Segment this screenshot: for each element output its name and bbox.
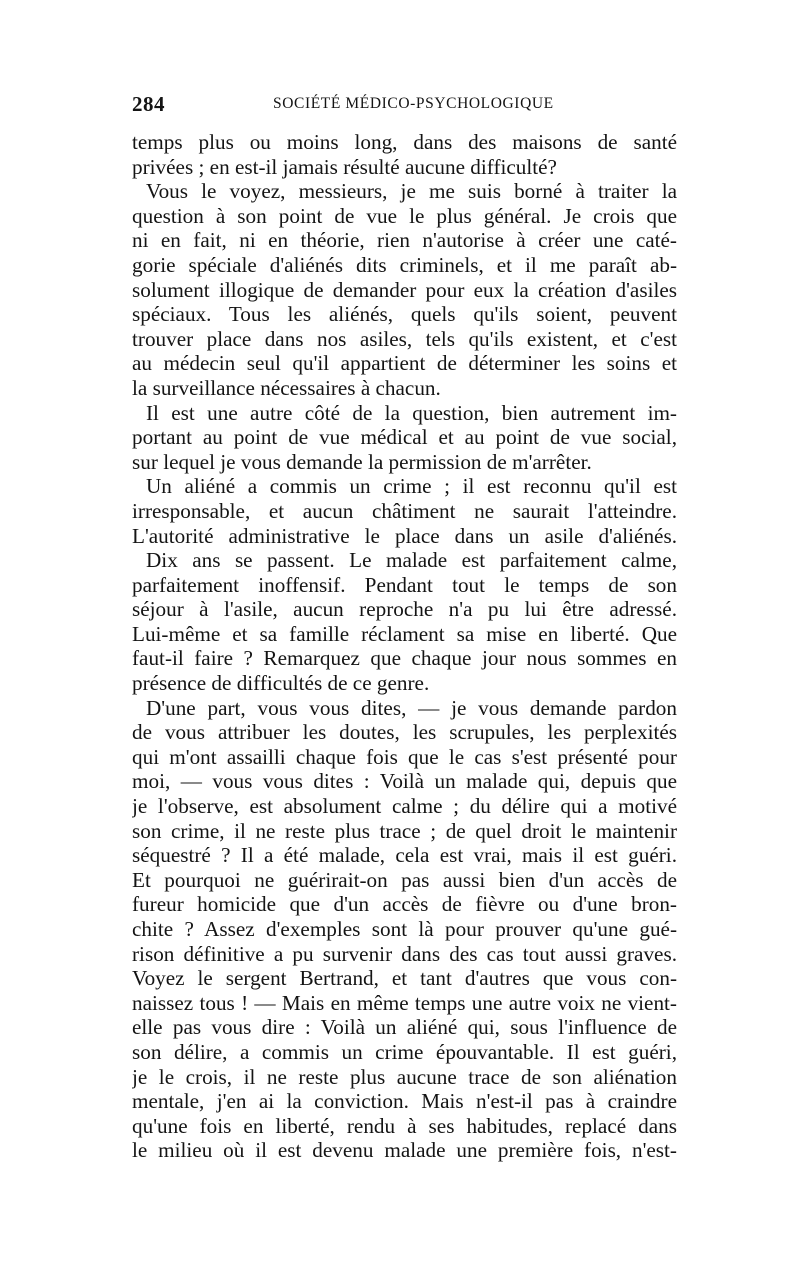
text-line: Et pourquoi ne guérirait-on pas aussi bien d'un accès de [132,867,677,892]
text-line: irresponsable, et aucun châtiment ne saurait l'atteindre. [132,498,677,523]
text-line: le milieu où il est devenu malade une première fois, n'est- [132,1138,677,1163]
text-line: L'autorité administrative le place dans un asile d'aliénés. [132,523,677,548]
text-line: de vous attribuer les doutes, les scrupules, les perplexités [132,720,677,745]
running-head [132,92,677,122]
text-line: qui m'ont assailli chaque fois que le cas s'est présenté pour [132,744,677,769]
text-line: au médecin seul qu'il appartient de déterminer les soins et [132,351,677,376]
text-line: trouver place dans nos asiles, tels qu'ils existent, et c'est [132,326,677,351]
text-line: Lui-même et sa famille réclament sa mise en liberté. Que [132,621,677,646]
text-line: Dix ans se passent. Le malade est parfaitement calme, [146,548,677,573]
text-line: Un aliéné a commis un crime ; il est reconnu qu'il est [146,474,677,499]
text-line: chite ? Assez d'exemples sont là pour prouver qu'une gué- [132,917,677,941]
text-line: moi, — vous vous dites : Voilà un malade qui, depuis que [132,769,677,794]
text-line: elle pas vous dire : Voilà un aliéné qui, sous l'influence de [132,1015,677,1040]
text-line: Vous le voyez, messieurs, je me suis borné à traiter la [146,179,677,204]
text-line: rison définitive a pu survenir dans des cas tout aussi graves. [132,941,677,966]
text-line: temps plus ou moins long, dans des maisons de santé [132,130,677,154]
text-line: portant au point de vue médical et au point de vue social, [132,425,677,450]
text-line: question à son point de vue le plus général. Je crois que [132,203,677,228]
text-line: je l'observe, est absolument calme ; du délire qui a motivé [132,794,677,819]
text-line: présence de difficultés de ce genre. [132,671,430,696]
text-line: ni en fait, ni en théorie, rien n'autorise à créer une caté- [132,228,677,253]
text-line: privées ; en est-il jamais résulté aucune difficulté? [132,154,557,179]
text-line: mentale, j'en ai la conviction. Mais n'est-il pas à craindre [132,1089,677,1114]
text-line: Voyez le sergent Bertrand, et tant d'autres que vous con- [132,966,677,991]
text-line: séquestré ? Il a été malade, cela est vrai, mais il est guéri. [132,843,677,868]
text-line: je le crois, il ne reste plus aucune trace de son aliénation [132,1064,677,1089]
text-line: son délire, a commis un crime épouvantable. Il est guéri, [132,1039,677,1064]
text-line: qu'une fois en liberté, rendu à ses habitudes, replacé dans [132,1113,677,1138]
text-line: la surveillance nécessaires à chacun. [132,375,441,400]
text-line: Il est une autre côté de la question, bien autrement im- [146,400,677,425]
text-line: naissez tous ! — Mais en même temps une autre voix ne vient- [132,990,677,1015]
book-page [132,92,677,1163]
text-line: séjour à l'asile, aucun reproche n'a pu lui être adressé. [132,597,677,622]
text-line: faut-il faire ? Remarquez que chaque jour nous sommes en [132,646,677,671]
text-line: gorie spéciale d'aliénés dits criminels, et il me paraît ab- [132,252,677,277]
journal-title: SOCIÉTÉ MÉDICO-PSYCHOLOGIQUE [273,95,554,112]
page-number: 284 [132,92,165,116]
text-line: fureur homicide que d'un accès de fièvre ou d'une bron- [132,892,677,917]
text-line: D'une part, vous vous dites, — je vous demande pardon [146,695,677,720]
body-text [132,130,677,1163]
text-line: son crime, il ne reste plus trace ; de quel droit le maintenir [132,818,677,843]
text-line: parfaitement inoffensif. Pendant tout le temps de son [132,572,677,597]
text-line: solument illogique de demander pour eux la création d'asiles [132,277,677,302]
text-line: spéciaux. Tous les aliénés, quels qu'ils soient, peuvent [132,302,677,327]
text-line: sur lequel je vous demande la permission de m'arrêter. [132,449,592,474]
